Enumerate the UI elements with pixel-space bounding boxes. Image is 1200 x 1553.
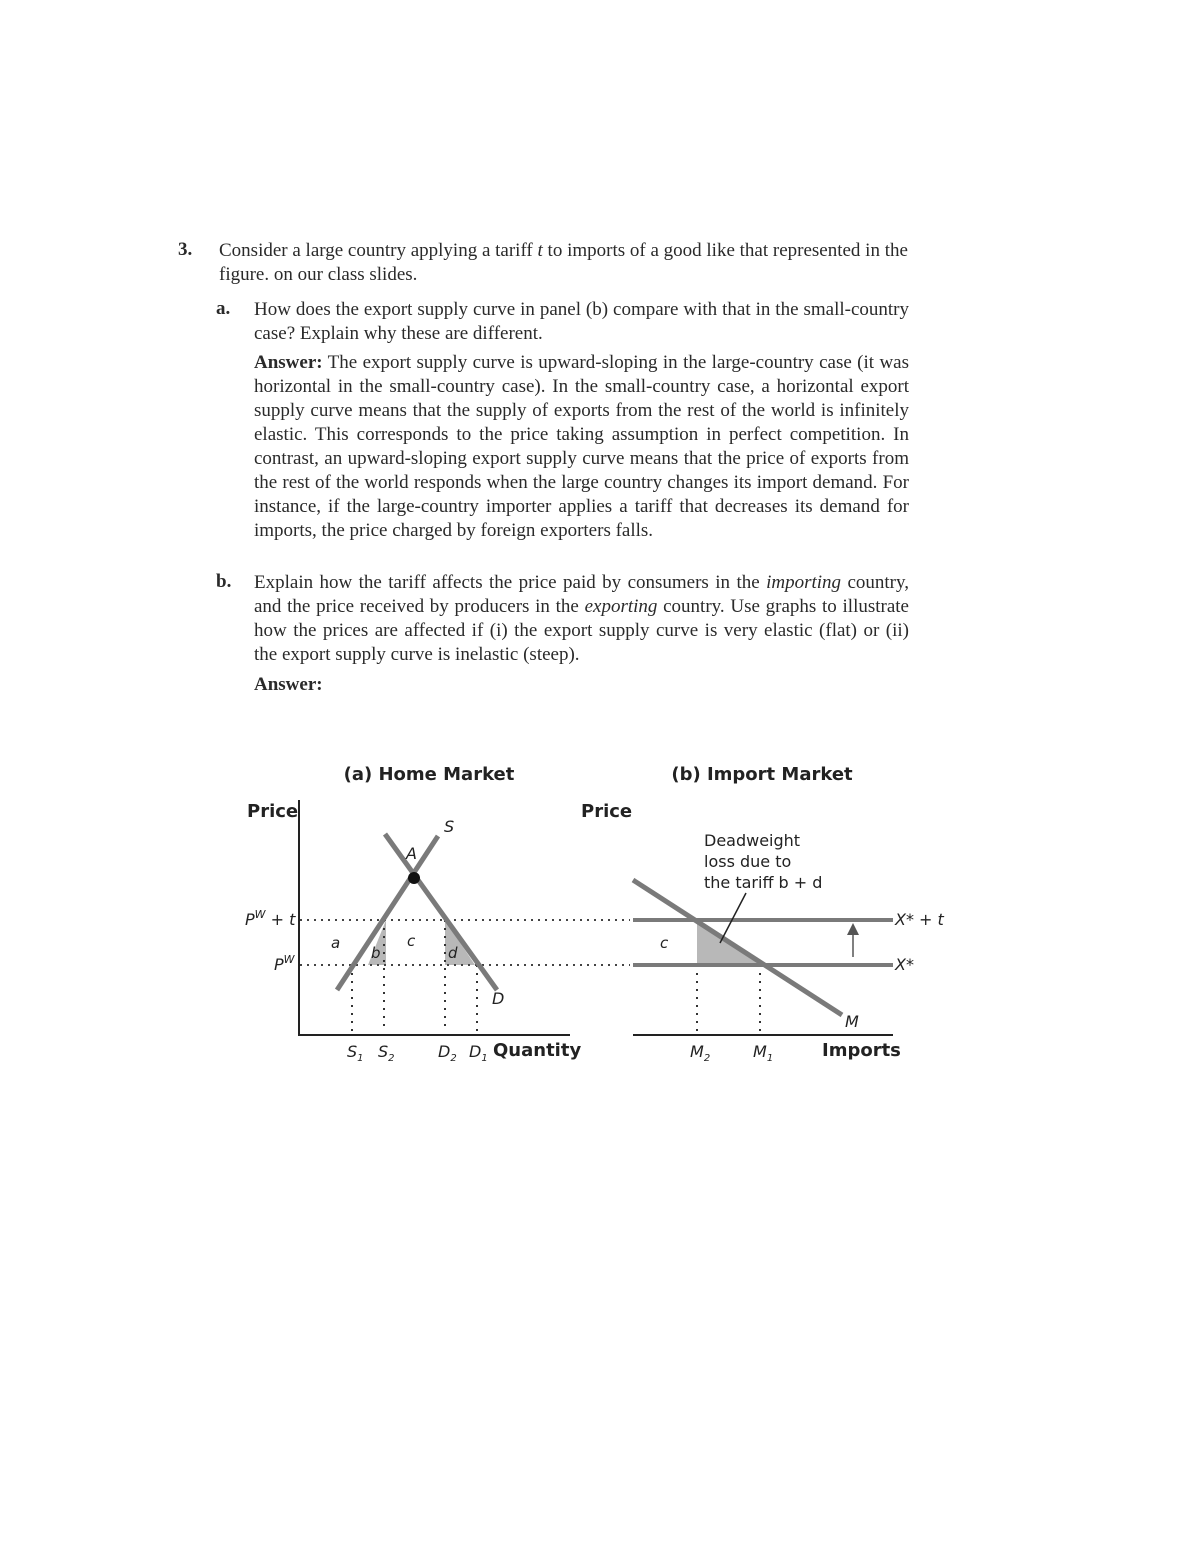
pw-sup: W: [283, 953, 295, 966]
qty-label-s1: [347, 1042, 364, 1064]
question-text-part1: Consider a large country applying a tariff: [219, 240, 538, 261]
part-b-exporting: exporting: [584, 596, 658, 617]
part-b-q2: country, and the price received by producers in the: [254, 572, 910, 617]
part-b-answer-label: Answer:: [254, 674, 323, 695]
qty-s2-sub: 2: [388, 1053, 395, 1064]
import-demand-label: M: [845, 1012, 859, 1031]
part-a-answer-label: Answer:: [254, 352, 323, 373]
part-b-label: b.: [216, 571, 232, 592]
deadweight-annotation-line1: Deadweight: [704, 831, 801, 850]
qty-s1-base: S: [347, 1042, 358, 1061]
qty-m2-sub: 2: [703, 1053, 711, 1064]
qty-d1-base: D: [469, 1042, 482, 1061]
part-b-q3: country. Use graphs to illustrate how the prices are affected if (i) the export supply curve is very elastic (flat) or (ii) the export supply curve is inelastic (steep).: [254, 596, 909, 665]
qty-m1-sub: 1: [766, 1053, 774, 1064]
area-c-label: c: [407, 932, 416, 950]
x-star-label: X*: [895, 955, 914, 974]
panel-a-title: (a) Home Market: [343, 764, 515, 785]
qty-label-m1: [753, 1042, 773, 1064]
panel-a-x-axis-label: Quantity: [493, 1040, 582, 1061]
deadweight-annotation-line3: the tariff b + d: [704, 873, 823, 892]
qty-label-s2: [378, 1042, 395, 1064]
qty-d2-sub: 2: [450, 1053, 457, 1064]
panel-b-area-c-label: c: [660, 934, 669, 952]
qty-s1-sub: 1: [357, 1053, 364, 1064]
qty-d1-sub: 1: [481, 1053, 488, 1064]
panel-b-title: (b) Import Market: [671, 764, 853, 785]
part-a-answer-text: The export supply curve is upward-sloping in the large-country case (it was horizontal in the small-country case). In the small-country case, a horizontal export supply curve means that the supply of exports from the rest of the world is infinitely elastic. This corresponds to the price taking assumption in perfect competition. In contrast, an upward-sloping export supply curve means that the price of exports from the rest of the world responds when the large country changes its import demand. For instance, if the large-country importer applies a tariff that decreases its demand for imports, the price charged by foreign exporters falls.: [254, 352, 909, 541]
equilibrium-point-a: [408, 872, 420, 884]
qty-m1-base: M: [753, 1042, 767, 1061]
qty-label-d2: [438, 1042, 457, 1064]
panel-a-y-axis-label: Price: [247, 801, 299, 822]
part-b-importing: importing: [766, 572, 842, 593]
area-b-label: b: [371, 944, 381, 962]
qty-label-d1: [469, 1042, 488, 1064]
area-a-label: a: [331, 934, 341, 952]
x-star-plus-t-label: X* + t: [895, 910, 944, 929]
part-b-q1: Explain how the tariff affects the price paid by consumers in the: [254, 572, 767, 593]
question-number: 3.: [178, 239, 193, 260]
part-a-label: a.: [216, 298, 231, 319]
panel-b-x-axis-label: Imports: [822, 1040, 901, 1061]
pw-plus-t-label: [245, 908, 296, 929]
area-d-label: d: [448, 944, 458, 962]
point-a-label: A: [406, 844, 417, 863]
pw-base: P: [274, 955, 284, 974]
qty-label-m2: [690, 1042, 710, 1064]
pw-plus-t-sup: W: [254, 908, 266, 921]
qty-s2-base: S: [378, 1042, 389, 1061]
demand-label: D: [492, 989, 505, 1008]
panel-b-y-axis-label: Price: [581, 801, 633, 822]
supply-curve: [337, 836, 438, 990]
pw-plus-t-base: P: [245, 910, 255, 929]
part-a-question: How does the export supply curve in panel (b) compare with that in the small-country case? Explain why these are different.: [254, 299, 909, 344]
supply-label: S: [444, 817, 455, 836]
deadweight-annotation-line2: loss due to: [704, 852, 792, 871]
pw-plus-t-rest: + t: [265, 910, 296, 929]
qty-d2-base: D: [438, 1042, 451, 1061]
demand-curve: [385, 834, 497, 990]
pw-label: [274, 953, 296, 974]
question-text-part2: to imports of a good like that represented in the figure. on our class slides.: [219, 240, 908, 285]
qty-m2-base: M: [690, 1042, 704, 1061]
tariff-symbol: t: [537, 240, 543, 261]
